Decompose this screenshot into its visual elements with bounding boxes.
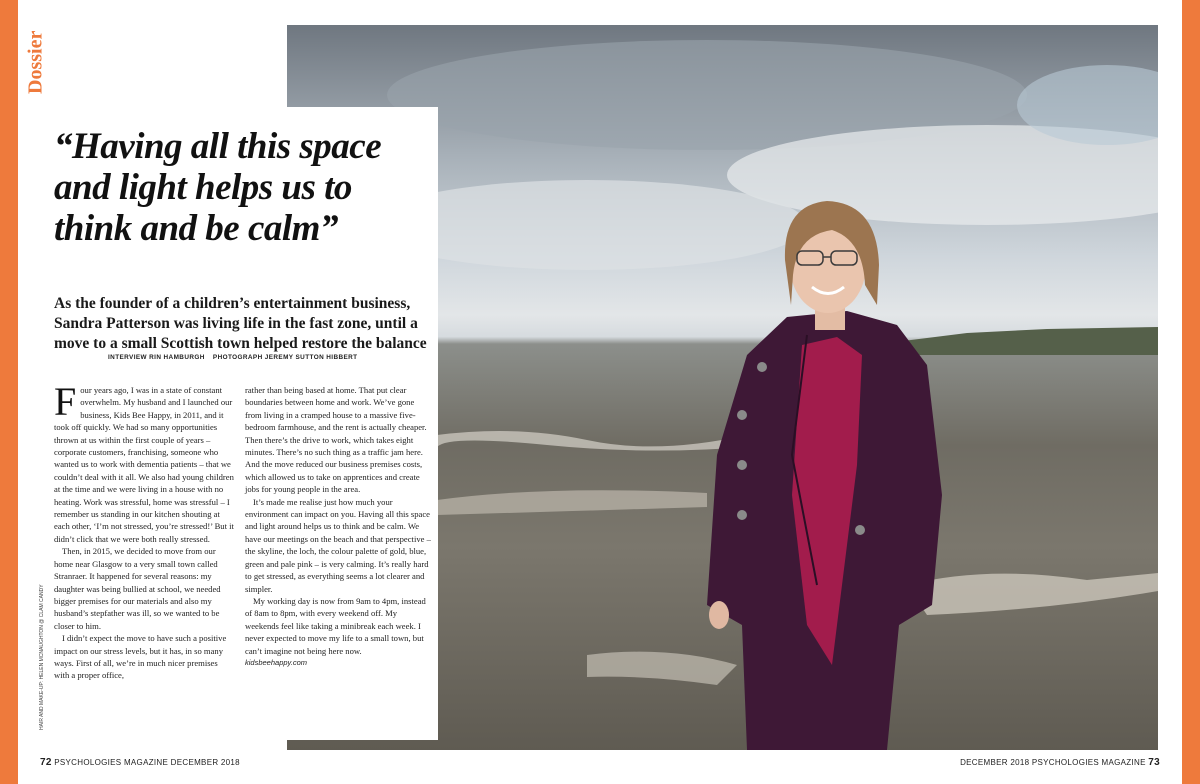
- right-page-edge-bar: [1182, 0, 1200, 784]
- side-credit: HAIR AND MAKE-UP: HELEN MCNAUGHTON @ CLAM CANDY: [39, 584, 45, 730]
- standfirst: As the founder of a children’s entertainment business, Sandra Patterson was living life in the fast zone, until a move to a small Scottish town helped restore the balance: [54, 295, 427, 352]
- photograph-credit: PHOTOGRAPH JEREMY SUTTON HIBBERT: [212, 354, 358, 361]
- headline: “Having all this space and light helps us to think and be calm”: [54, 126, 382, 249]
- paragraph: I didn’t expect the move to have such a positive impact on our stress levels, but it has, in so many ways. First of all, we’re in much nicer premises with a proper office,: [54, 633, 227, 681]
- body-column-2: [245, 384, 431, 669]
- page-number-right: 73: [1148, 757, 1160, 768]
- footer-left: [40, 757, 240, 768]
- section-tag: Dossier: [24, 30, 47, 94]
- paragraph-text: our years ago, I was in a state of constant overwhelm. My husband and I launched our business, Kids Bee Happy, in 2011, and it took off quickly. We had so many opportunities thrown at us within the first couple of years – corporate customers, franchising, someone who wanted us to work with dementia patients – that we couldn’t deal with it all. We also had young children at the time and we were living in a house with no heating. Work was stressful, home was stressful – I remember us standing in our kitchen shouting at each other, ‘I’m not stressed, you’re stressed!’ But it didn’t click that we were both really stressed.: [54, 385, 234, 544]
- interview-credit: INTERVIEW RIN HAMBURGH: [108, 354, 205, 361]
- left-page-edge-bar: [0, 0, 18, 784]
- page-number-left: 72: [40, 757, 52, 768]
- paragraph: [54, 379, 234, 545]
- byline-credits: [108, 354, 428, 361]
- paragraph: rather than being based at home. That put clear boundaries between home and work. We’ve gone from living in a cramped house to a massive five-bedroom farmhouse, and the rent is actually cheaper. Then there’s the drive to work, which takes eight minutes. There’s no such thing as a traffic jam here. And the move reduced our business premises costs, which allowed us to take on apprentices and create jobs for young people in the area.: [245, 385, 427, 495]
- website-link[interactable]: kidsbeehappy.com: [245, 657, 307, 667]
- body-column-1: [54, 379, 234, 682]
- footer-left-text: PSYCHOLOGIES MAGAZINE DECEMBER 2018: [54, 758, 240, 767]
- footer-right-text: DECEMBER 2018 PSYCHOLOGIES MAGAZINE: [960, 758, 1146, 767]
- paragraph: My working day is now from 9am to 4pm, instead of 8am to 8pm, with every weekend off. My weekends feel like taking a minibreak each week. I never expected to move my life to a small town, but can’t imagine not being here now.: [245, 595, 426, 656]
- paragraph: Then, in 2015, we decided to move from our home near Glasgow to a very small town called Stranraer. It happened for several reasons: my daughter was being bullied at school, we needed bigger premises for our materials and also my husband’s stepfather was ill, so we wanted to be closer to him.: [54, 546, 221, 631]
- footer-right: [960, 757, 1160, 768]
- paragraph: It’s made me realise just how much your environment can impact on you. Having all this space and light around helps us to think and be calm. We have our meetings on the beach and that perspective – the skyline, the loch, the colour palette of gold, blue, green and pale pink – is very calming. It’s really hard to get stressed, as everything seems a lot clearer and simpler.: [245, 496, 431, 594]
- drop-cap: F: [54, 379, 77, 424]
